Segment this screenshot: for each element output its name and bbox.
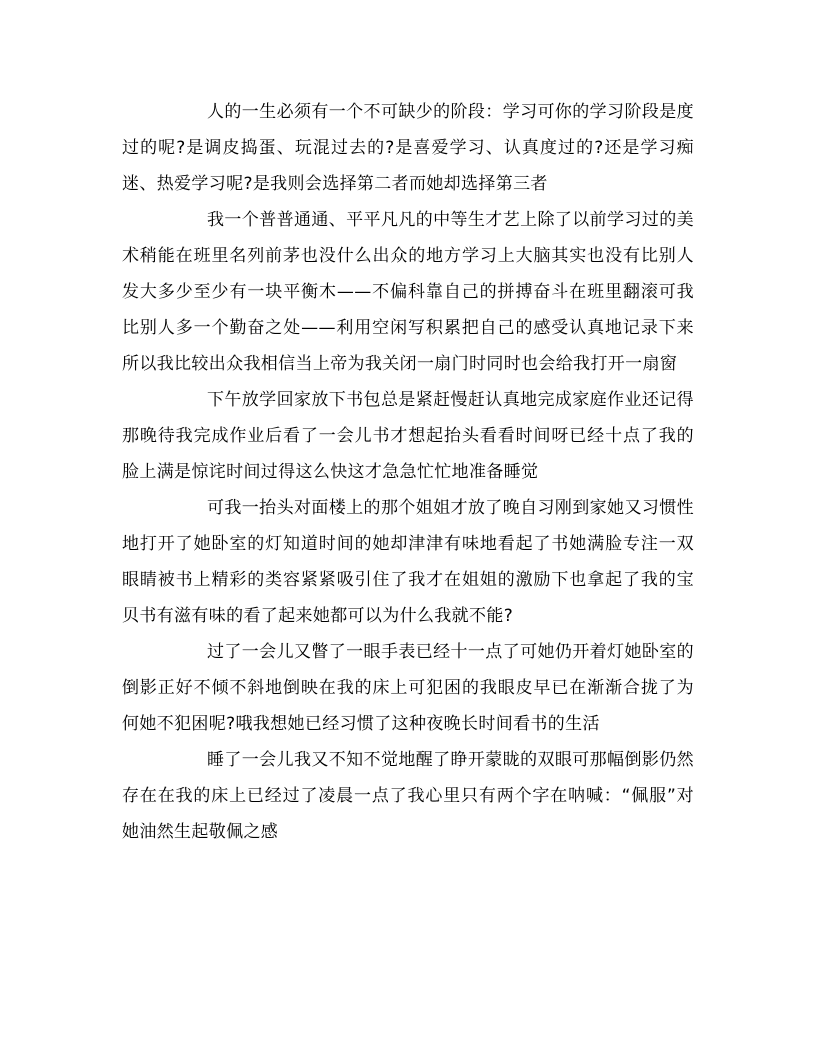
paragraph-4: 可我一抬头对面楼上的那个姐姐才放了晚自习刚到家她又习惯性地打开了她卧室的灯知道时间的她却津津有味地看起了书她满脸专注一双眼睛被书上精彩的类容紧紧吸引住了我才在姐姐的激励下也拿起了我的宝贝书有滋有味的看了起来她都可以为什么我就不能? — [122, 498, 694, 626]
paragraph-5: 过了一会儿又瞥了一眼手表已经十一点了可她仍开着灯她卧室的倒影正好不倾不斜地倒映在我的床上可犯困的我眼皮早已在渐渐合拢了为何她不犯困呢?哦我想她已经习惯了这种夜晚长时间看书的生活 — [122, 642, 694, 734]
paragraph-2: 我一个普普通通、平平凡凡的中等生才艺上除了以前学习过的美术稍能在班里名列前茅也没什么出众的地方学习上大脑其实也没有比别人发大多少至少有一块平衡木——不偏科靠自己的拼搏奋斗在班里翻滚可我比别人多一个勤奋之处——利用空闲写积累把自己的感受认真地记录下来所以我比较出众我相信当上帝为我关闭一扇门时同时也会给我打开一扇窗 — [122, 210, 694, 374]
document-body — [122, 94, 694, 850]
paragraph-6: 睡了一会儿我又不知不觉地醒了睁开蒙眬的双眼可那幅倒影仍然存在在我的床上已经过了凌晨一点了我心里只有两个字在呐喊：“佩服”对她油然生起敬佩之感 — [122, 750, 694, 842]
paragraph-1: 人的一生必须有一个不可缺少的阶段：学习可你的学习阶段是度过的呢?是调皮捣蛋、玩混过去的?是喜爱学习、认真度过的?还是学习痴迷、热爱学习呢?是我则会选择第二者而她却选择第三者 — [122, 102, 694, 194]
paragraph-3: 下午放学回家放下书包总是紧赶慢赶认真地完成家庭作业还记得那晚待我完成作业后看了一会儿书才想起抬头看看时间呀已经十点了我的脸上满是惊诧时间过得这么快这才急急忙忙地准备睡觉 — [122, 390, 694, 482]
